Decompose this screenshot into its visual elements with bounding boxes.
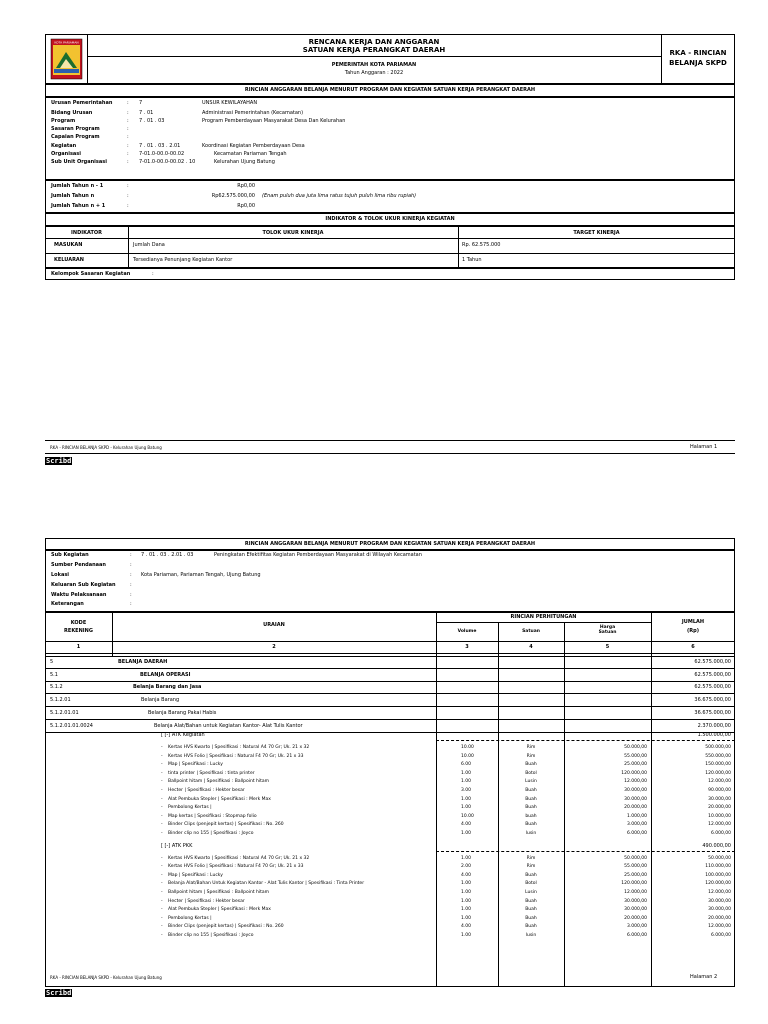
item-harga: 55.000,00 — [624, 753, 647, 759]
row-uraian: Belanja Barang dan Jasa — [133, 684, 202, 691]
col-num: 5 — [605, 644, 610, 650]
info-label: Program — [51, 118, 76, 124]
col-num: 3 — [465, 644, 469, 650]
item-volume: 6.00 — [461, 762, 472, 768]
item-harga: 30.000,00 — [624, 907, 647, 913]
col-rp: (Rp) — [687, 628, 699, 634]
info-text: UNSUR KEWILAYAHAN — [202, 100, 258, 106]
page2-footer-left: RKA - RINCIAN BELANJA SKPD - Kelurahan Ujung Batung — [50, 975, 162, 980]
ind-header-indikator: INDIKATOR — [71, 230, 102, 236]
info-code: 7 . 01 . 03 . 2.01 — [139, 143, 181, 149]
row-jumlah: 36.675.000,00 — [694, 709, 731, 716]
item-satuan: Rim — [526, 753, 536, 759]
info-colon: : — [127, 143, 129, 149]
info-label: Sumber Pendanaan — [51, 562, 106, 568]
item-bullet: - — [161, 779, 163, 785]
col-kode: KODE — [70, 620, 87, 626]
item-uraian: Binder Clips (penjepit kertas) | Spesifikasi : No. 260 — [168, 822, 284, 828]
info-code: Kota Pariaman, Pariaman Tengah, Ujung Batung — [141, 572, 261, 578]
item-satuan: Botol — [525, 770, 537, 776]
item-bullet: - — [161, 813, 163, 819]
item-satuan: Buah — [525, 898, 537, 904]
item-uraian: Map | Spesifikasi : Lucky — [168, 872, 223, 878]
info-colon: : — [127, 118, 129, 124]
item-satuan: Rim — [526, 745, 536, 750]
row-separator — [45, 706, 735, 707]
info-colon: : — [130, 601, 132, 607]
item-volume: 1.00 — [461, 907, 472, 913]
scribd-watermark: Scribd — [46, 457, 72, 465]
item-harga: 3.000,00 — [626, 924, 647, 930]
row-jumlah: 36.675.000,00 — [694, 697, 731, 704]
info-text: Program Pemberdayaan Masyarakat Desa Dan Kelurahan — [202, 118, 346, 124]
jumlah-value: Rp62.575.000,00 — [211, 193, 255, 199]
row-kode: 5.1.2 — [50, 684, 63, 691]
item-jumlah: 30.000,00 — [708, 796, 731, 802]
item-jumlah: 6.000,00 — [710, 933, 731, 938]
info-text: Koordinasi Kegiatan Pemberdayaan Desa — [202, 143, 305, 149]
item-harga: 120.000,00 — [621, 881, 647, 887]
item-jumlah: 100.000,00 — [705, 872, 731, 878]
row-separator — [45, 719, 735, 720]
item-bullet: - — [161, 924, 163, 930]
ind-row-target: 1 Tahun — [462, 257, 482, 263]
item-volume: 10.00 — [461, 745, 474, 750]
item-volume: 1.00 — [461, 805, 472, 811]
item-harga: 30.000,00 — [624, 796, 647, 802]
col-satuan: Satuan — [522, 629, 540, 634]
jumlah-value: Rp0,00 — [237, 203, 255, 209]
item-volume: 1.00 — [461, 770, 472, 776]
item-bullet: - — [161, 822, 163, 828]
item-volume: 4.00 — [461, 822, 472, 828]
item-uraian: Ballpoint hitam | Spesifikasi : Ballpoint hitam — [168, 779, 270, 785]
item-uraian: Binder clip no 155 | Spesifikasi : Joyco — [168, 831, 254, 836]
group-separator — [436, 851, 735, 852]
col-rincian: RINCIAN PERHITUNGAN — [510, 614, 577, 620]
item-volume: 10.00 — [461, 813, 474, 819]
group-jumlah: 1.500.000,00 — [697, 732, 731, 738]
item-harga: 25.000,00 — [624, 872, 647, 878]
row-kode: 5 — [50, 659, 54, 665]
item-bullet: - — [161, 881, 163, 887]
info-colon: : — [127, 100, 129, 106]
info-label: Waktu Pelaksanaan — [51, 592, 107, 598]
info-colon: : — [130, 562, 132, 568]
item-uraian: Belanja Alat/Bahan Untuk Kegiatan Kantor - Alat Tulis Kantor | Spesifikasi : Tinta Printer — [168, 881, 365, 887]
item-harga: 20.000,00 — [624, 915, 647, 921]
item-jumlah: 120.000,00 — [705, 770, 731, 776]
item-bullet: - — [161, 745, 163, 750]
col-rekening: REKENING — [64, 628, 93, 634]
kelompok-label: Kelompok Sasaran Kegiatan — [51, 271, 131, 277]
item-satuan: Buah — [525, 924, 537, 930]
item-uraian: Hecter | Spesifikasi : Hekter besar — [168, 898, 245, 904]
jumlah-value: Rp0,00 — [237, 183, 255, 189]
page2-info-block — [45, 550, 735, 612]
item-satuan: Lusin — [525, 779, 537, 785]
info-label: Keterangan — [51, 601, 84, 607]
info-colon: : — [130, 592, 132, 598]
item-uraian: Kertas HVS Kwarto | Spesifikasi : Natural A4 70 Gr; Uk. 21 x 32 — [168, 855, 310, 861]
info-colon: : — [130, 572, 132, 578]
item-jumlah: 90.000,00 — [708, 788, 731, 793]
info-colon: : — [127, 110, 129, 116]
scribd-watermark: Scribd — [46, 989, 72, 997]
page1-pemerintah: PEMERINTAH KOTA PARIAMAN — [331, 62, 417, 68]
info-label: Bidang Urusan — [51, 110, 93, 116]
item-harga: 20.000,00 — [624, 805, 647, 811]
info-colon: : — [130, 582, 132, 588]
item-uraian: Kertas HVS Folio | Spesifikasi : Natural F4 70 Gr; Uk. 21 x 33 — [168, 753, 304, 759]
info-colon: : — [130, 552, 132, 558]
col-volume: Volume — [457, 629, 477, 634]
item-volume: 1.00 — [461, 796, 472, 802]
group-jumlah: 490.000,00 — [702, 842, 731, 849]
ind-row-tolok: Tersedianya Penunjang Kegiatan Kantor — [133, 257, 233, 263]
item-bullet: - — [161, 907, 163, 913]
item-bullet: - — [161, 898, 163, 904]
item-jumlah: 50.000,00 — [708, 855, 731, 861]
item-harga: 25.000,00 — [624, 762, 647, 768]
item-volume: 1.00 — [461, 881, 472, 887]
row-kode: 5.1.2.01.01 — [50, 709, 79, 716]
item-satuan: lusin — [525, 933, 537, 938]
item-uraian: Binder Clips (penjepit kertas) | Spesifikasi : No. 260 — [168, 924, 284, 930]
page1-tahun: Tahun Anggaran : 2022 — [344, 70, 404, 76]
item-harga: 50.000,00 — [624, 745, 647, 750]
info-code: 7-01.0-00.0-00.02 — [139, 151, 185, 157]
item-jumlah: 12.000,00 — [708, 779, 731, 785]
item-bullet: - — [161, 796, 163, 802]
item-satuan: Rim — [526, 864, 536, 870]
item-jumlah: 120.000,00 — [705, 881, 731, 887]
item-jumlah: 20.000,00 — [708, 805, 731, 811]
jumlah-label: Jumlah Tahun n — [51, 193, 95, 199]
col-harga-satuan: Satuan — [598, 630, 617, 635]
item-volume: 1.00 — [461, 933, 472, 938]
page2-footer-right: Halaman 2 — [690, 974, 718, 980]
item-uraian: Alat Pembuka Stepler | Spesifikasi : Merk Max — [168, 907, 271, 913]
ind-row-target: Rp. 62.575.000 — [462, 242, 501, 248]
item-volume: 1.00 — [461, 779, 472, 785]
info-label: Capaian Program — [51, 134, 100, 140]
row-separator — [45, 668, 735, 669]
item-uraian: Pembolong Kertas | — [168, 915, 212, 921]
row-uraian: BELANJA DAERAH — [118, 659, 168, 665]
item-harga: 6.000,00 — [626, 933, 647, 938]
row-jumlah: 2.370.000,00 — [697, 722, 731, 729]
info-label: Sasaran Program — [51, 126, 100, 132]
item-jumlah: 110.000,00 — [705, 864, 731, 870]
item-harga: 120.000,00 — [621, 770, 647, 776]
item-bullet: - — [161, 915, 163, 921]
item-uraian: Kertas HVS Kwarto | Spesifikasi : Natural A4 70 Gr; Uk. 21 x 32 — [168, 745, 310, 750]
item-jumlah: 500.000,00 — [705, 745, 731, 750]
item-uraian: Alat Pembuka Stepler | Spesifikasi : Merk Max — [168, 796, 271, 802]
item-bullet: - — [161, 753, 163, 759]
item-volume: 1.00 — [461, 855, 472, 861]
item-bullet: - — [161, 890, 163, 895]
info-text: Kecamatan Pariaman Tengah — [214, 151, 287, 157]
item-jumlah: 12.000,00 — [708, 822, 731, 828]
info-label: Sub Unit Organisasi — [51, 159, 107, 165]
item-bullet: - — [161, 762, 163, 768]
item-volume: 1.00 — [461, 898, 472, 904]
item-bullet: - — [161, 933, 163, 938]
row-kode: 5.1.2.01 — [50, 697, 71, 704]
ind-header-target: TARGET KINERJA — [573, 230, 620, 236]
item-bullet: - — [161, 788, 163, 793]
info-colon: : — [127, 134, 129, 140]
ind-row-indikator: MASUKAN — [54, 242, 83, 248]
jumlah-colon: : — [127, 193, 129, 199]
info-text: Peningkatan Efektifitas Kegiatan Pemberdayaan Masyarakat di Wilayah Kecamatan — [214, 552, 422, 558]
row-uraian: BELANJA OPERASI — [140, 671, 191, 678]
item-jumlah: 6.000,00 — [710, 831, 731, 836]
indikator-title: INDIKATOR & TOLOK UKUR KINERJA KEGIATAN — [325, 216, 455, 222]
item-bullet: - — [161, 770, 163, 776]
item-uraian: Kertas HVS Folio | Spesifikasi : Natural F4 70 Gr; Uk. 21 x 33 — [168, 864, 304, 870]
item-satuan: Buah — [525, 762, 537, 768]
item-satuan: Buah — [525, 788, 537, 793]
svg-text:KOTA PARIAMAN: KOTA PARIAMAN — [54, 40, 79, 45]
item-uraian: Map kertas | Spesifikasi : Stopmap folio — [168, 813, 257, 819]
item-bullet: - — [161, 864, 163, 870]
item-satuan: Rim — [526, 855, 536, 861]
row-separator — [45, 681, 735, 682]
info-label: Keluaran Sub Kegiatan — [51, 582, 116, 588]
item-volume: 10.00 — [461, 753, 474, 759]
item-satuan: lusin — [525, 831, 537, 836]
ind-row-indikator: KELUARAN — [54, 257, 84, 263]
group-separator — [436, 740, 735, 741]
item-harga: 30.000,00 — [624, 898, 647, 904]
item-harga: 6.000,00 — [626, 831, 647, 836]
item-jumlah: 550.000,00 — [705, 753, 731, 759]
item-bullet: - — [161, 831, 163, 836]
item-jumlah: 10.000,00 — [708, 813, 731, 819]
info-label: Kegiatan — [51, 143, 77, 149]
item-jumlah: 20.000,00 — [708, 915, 731, 921]
item-satuan: Buah — [525, 915, 537, 921]
col-num: 6 — [691, 644, 695, 650]
item-satuan: Buah — [525, 796, 537, 802]
col-num: 4 — [529, 644, 533, 650]
info-colon: : — [127, 159, 129, 165]
info-text: Administrasi Pemerintahan (Kecamatan) — [202, 110, 304, 116]
item-jumlah: 30.000,00 — [708, 907, 731, 913]
item-harga: 12.000,00 — [624, 779, 647, 785]
info-label: Urusan Pemerintahan — [51, 100, 113, 106]
page1-footer-left: RKA - RINCIAN BELANJA SKPD - Kelurahan Ujung Batung — [50, 445, 162, 450]
row-uraian: Belanja Barang Pakai Habis — [148, 709, 217, 716]
info-label: Sub Kegiatan — [51, 552, 89, 558]
item-uraian: Pembolong Kertas | — [168, 805, 212, 811]
row-uraian: Belanja Alat/Bahan untuk Kegiatan Kantor- Alat Tulis Kantor — [154, 722, 303, 729]
item-jumlah: 12.000,00 — [708, 890, 731, 895]
rka-label-2: BELANJA SKPD — [669, 59, 727, 67]
col-num: 2 — [272, 644, 276, 650]
row-jumlah: 62.575.000,00 — [694, 684, 731, 691]
page1-title-2: SATUAN KERJA PERANGKAT DAERAH — [302, 46, 446, 54]
item-jumlah: 150.000,00 — [705, 762, 731, 768]
item-uraian: Map | Spesifikasi : Lucky — [168, 762, 223, 768]
item-jumlah: 30.000,00 — [708, 898, 731, 904]
item-satuan: Buah — [525, 872, 537, 878]
col-num: 1 — [76, 644, 81, 650]
row-jumlah: 62.575.000,00 — [694, 659, 731, 665]
row-uraian: Belanja Barang — [141, 697, 180, 704]
jumlah-colon: : — [127, 203, 129, 209]
page2-section-title: RINCIAN ANGGARAN BELANJA MENURUT PROGRAM DAN KEGIATAN SATUAN KERJA PERANGKAT DAERAH — [244, 541, 536, 547]
item-volume: 4.00 — [461, 872, 472, 878]
item-harga: 30.000,00 — [624, 788, 647, 793]
jumlah-colon: : — [127, 183, 129, 189]
item-harga: 55.000,00 — [624, 864, 647, 870]
info-code: 7 . 01 . 03 — [139, 118, 165, 124]
item-uraian: Binder clip no 155 | Spesifikasi : Joyco — [168, 933, 254, 938]
ind-header-tolok: TOLOK UKUR KINERJA — [262, 230, 324, 236]
item-satuan: Buah — [525, 822, 537, 828]
info-code: 7-01.0-00.0-00.02 . 10 — [139, 159, 196, 165]
row-separator — [45, 693, 735, 694]
item-satuan: buah — [525, 813, 537, 819]
item-harga: 3.000,00 — [626, 822, 647, 828]
info-code: 7 — [139, 100, 143, 106]
ind-row-tolok: Jumlah Dana — [133, 242, 165, 248]
item-jumlah: 12.000,00 — [708, 924, 731, 930]
item-harga: 12.000,00 — [624, 890, 647, 895]
item-volume: 1.00 — [461, 915, 472, 921]
city-seal-logo — [50, 38, 83, 80]
col-uraian: URAIAN — [263, 622, 285, 628]
item-harga: 1.000,00 — [626, 813, 647, 819]
item-satuan: Buah — [525, 907, 537, 913]
row-kode: 5.1.2.01.01.0024 — [50, 722, 93, 729]
item-bullet: - — [161, 872, 163, 878]
info-colon: : — [127, 151, 129, 157]
jumlah-note: (Enam puluh dua juta lima ratus tujuh puluh lima ribu rupiah) — [262, 193, 417, 199]
col-jumlah: JUMLAH — [681, 619, 705, 625]
rka-label-1: RKA - RINCIAN — [669, 49, 727, 57]
item-satuan: Botol — [525, 881, 537, 887]
item-uraian: Hecter | Spesifikasi : Hekter besar — [168, 788, 245, 793]
row-jumlah: 62.575.000,00 — [694, 671, 731, 678]
info-code: 7 . 01 . 03 . 2.01 . 03 — [141, 552, 194, 558]
group-title: [ [-] ATK Kegiatan — [161, 732, 205, 738]
item-volume: 3.00 — [461, 788, 472, 793]
info-label: Organisasi — [51, 151, 81, 157]
row-kode: 5.1 — [50, 671, 58, 678]
item-uraian: tinta printer | Spesifikasi : tinta printer — [168, 770, 255, 776]
page1-footer-right: Halaman 1 — [690, 444, 718, 450]
item-volume: 1.00 — [461, 890, 472, 895]
item-volume: 4.00 — [461, 924, 472, 930]
item-satuan: Lusin — [525, 890, 537, 895]
item-volume: 2.00 — [461, 864, 472, 870]
group-title: [ [-] ATK PKK — [161, 842, 193, 849]
item-bullet: - — [161, 805, 163, 811]
col-harga: Harga — [599, 625, 616, 630]
info-label: Lokasi — [51, 572, 70, 578]
jumlah-label: Jumlah Tahun n - 1 — [51, 183, 104, 189]
info-code: 7 . 01 — [139, 110, 154, 116]
item-volume: 1.00 — [461, 831, 472, 836]
page1-section-title: RINCIAN ANGGARAN BELANJA MENURUT PROGRAM DAN KEGIATAN SATUAN KERJA PERANGKAT DAERAH — [244, 87, 536, 93]
info-colon: : — [127, 126, 129, 132]
page1-title-1: RENCANA KERJA DAN ANGGARAN — [308, 38, 440, 46]
item-uraian: Ballpoint hitam | Spesifikasi : Ballpoint hitam — [168, 890, 270, 895]
item-bullet: - — [161, 855, 163, 861]
item-harga: 50.000,00 — [624, 855, 647, 861]
info-text: Kelurahan Ujung Batung — [214, 159, 275, 165]
item-satuan: Buah — [525, 805, 537, 811]
row-separator — [45, 732, 735, 733]
jumlah-label: Jumlah Tahun n + 1 — [51, 203, 106, 209]
